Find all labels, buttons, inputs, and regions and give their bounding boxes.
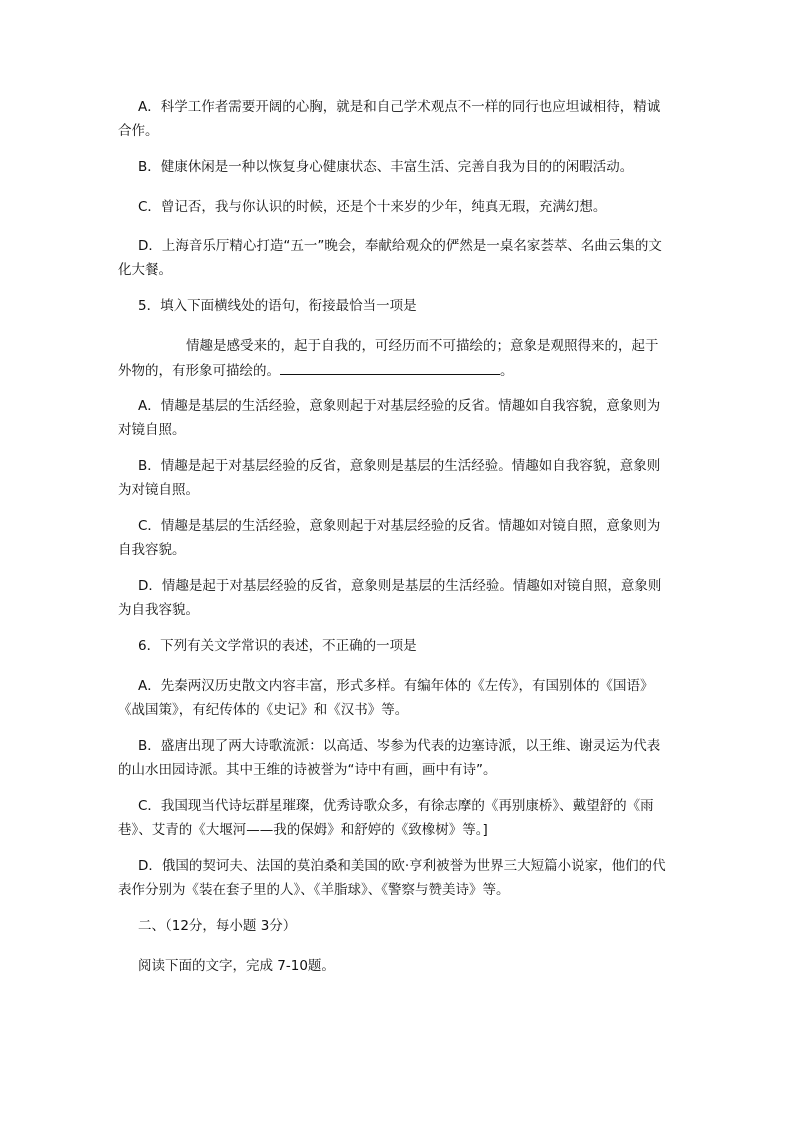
q4-option-b: B．健康休闲是一种以恢复身心健康状态、丰富生活、完善自我为目的的闲暇活动。 [138,159,634,175]
q6-option-c: C．我国现当代诗坛群星璀璨，优秀诗歌众多，有徐志摩的《再别康桥》、戴望舒的《雨巷》、艾青的《大堰河——我的保姆》和舒婷的《致橡树》等。] [118,798,654,838]
q6-option-b: B．盛唐出现了两大诗歌流派：以高适、岑参为代表的边塞诗派，以王维、谢灵运为代表的山水田园诗派。其中王维的诗被誉为“诗中有画，画中有诗”。 [118,738,661,778]
q5-stem: 5．填入下面横线处的语句，衔接最恰当一项是 [138,298,417,314]
q6-stem: 6．下列有关文学常识的表述，不正确的一项是 [138,638,417,654]
q5-option-c: C．情趣是基层的生活经验，意象则起于对基层经验的反省。情趣如对镜自照，意象则为自我容貌。 [118,518,661,558]
fill-in-blank [280,358,500,375]
q5-passage-end: 。 [500,363,514,379]
q5-passage [118,334,666,383]
q5-passage-text: 情趣是感受来的，起于自我的，可经历而不可描绘的；意象是观照得来的，起于外物的，有形象可描绘的。 [118,338,659,379]
q4-option-c: C．曾记否，我与你认识的时候，还是个十来岁的少年，纯真无瑕，充满幻想。 [138,199,607,215]
q5-option-a: A．情趣是基层的生活经验，意象则起于对基层经验的反省。情趣如自我容貌，意象则为对镜自照。 [118,398,661,438]
q6-option-a: A．先秦两汉历史散文内容丰富，形式多样。有编年体的《左传》，有国别体的《国语》《战国策》，有纪传体的《史记》和《汉书》等。 [118,678,654,718]
q5-option-d: D．情趣是起于对基层经验的反省，意象则是基层的生活经验。情趣如对镜自照，意象则为自我容貌。 [118,578,662,618]
section2-instruction: 阅读下面的文字，完成 7-10题。 [138,958,335,974]
q5-option-b: B．情趣是起于对基层经验的反省，意象则是基层的生活经验。情趣如自我容貌，意象则为对镜自照。 [118,458,661,498]
q4-option-a: A．科学工作者需要开阔的心胸，就是和自己学术观点不一样的同行也应坦诚相待，精诚合作。 [118,99,661,139]
q6-option-d: D．俄国的契诃夫、法国的莫泊桑和美国的欧·亨利被誉为世界三大短篇小说家，他们的代表作分别为《装在套子里的人》、《羊脂球》、《警察与赞美诗》等。 [118,858,666,898]
q4-option-d: D．上海音乐厅精心打造“五一”晚会，奉献给观众的俨然是一桌名家荟萃、名曲云集的文化大餐。 [118,238,662,278]
section2-heading: 二、（12分，每小题 3分） [138,918,297,934]
